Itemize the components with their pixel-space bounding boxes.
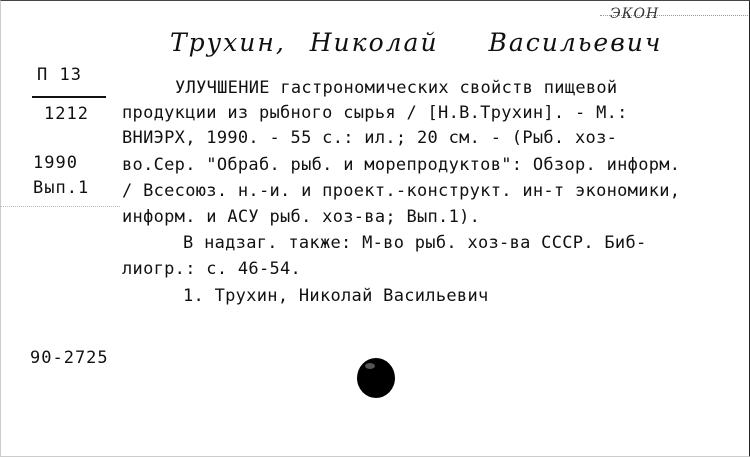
description-line-2: продукции из рыбного сырья / [Н.В.Трухин]. - М.: — [122, 103, 628, 123]
card-smudge-line — [0, 206, 120, 207]
description-line-5: / Всесоюз. н.-и. и проект.-конструкт. ин-т экономики, — [122, 181, 681, 201]
call-number-issue: Вып.1 — [33, 178, 90, 198]
note-line-1: В надзаг. также: М-во рыб. хоз-ва СССР. Биб- — [183, 233, 647, 253]
department-stamp: ЭКОН — [610, 6, 660, 22]
handwritten-author-heading — [170, 28, 662, 57]
handwritten-patronymic: Васильевич — [488, 28, 663, 57]
note-line-2: лиогр.: с. 46-54. — [122, 259, 302, 279]
description-line-1: УЛУЧШЕНИЕ гастрономических свойств пищевой — [175, 78, 618, 98]
punch-hole — [357, 358, 395, 398]
call-number-shelf-top: П 13 — [37, 65, 82, 85]
handwritten-first-name: Николай — [309, 28, 439, 57]
description-line-3: ВНИЭРХ, 1990. - 55 с.: ил.; 20 см. - (Рыб. хоз- — [122, 128, 618, 148]
call-number-shelf-bottom: 1212 — [44, 104, 89, 124]
subject-heading-line: 1. Трухин, Николай Васильевич — [183, 286, 489, 306]
inventory-number: 90-2725 — [30, 348, 109, 368]
handwritten-surname: Трухин, — [170, 28, 286, 57]
call-number-year: 1990 — [33, 153, 78, 173]
call-number-divider — [32, 96, 106, 98]
description-line-6: информ. и АСУ рыб. хоз-ва; Вып.1). — [122, 207, 481, 227]
description-line-4: во.Сер. "Обраб. рыб. и морепродуктов": Обзор. информ. — [122, 155, 681, 175]
